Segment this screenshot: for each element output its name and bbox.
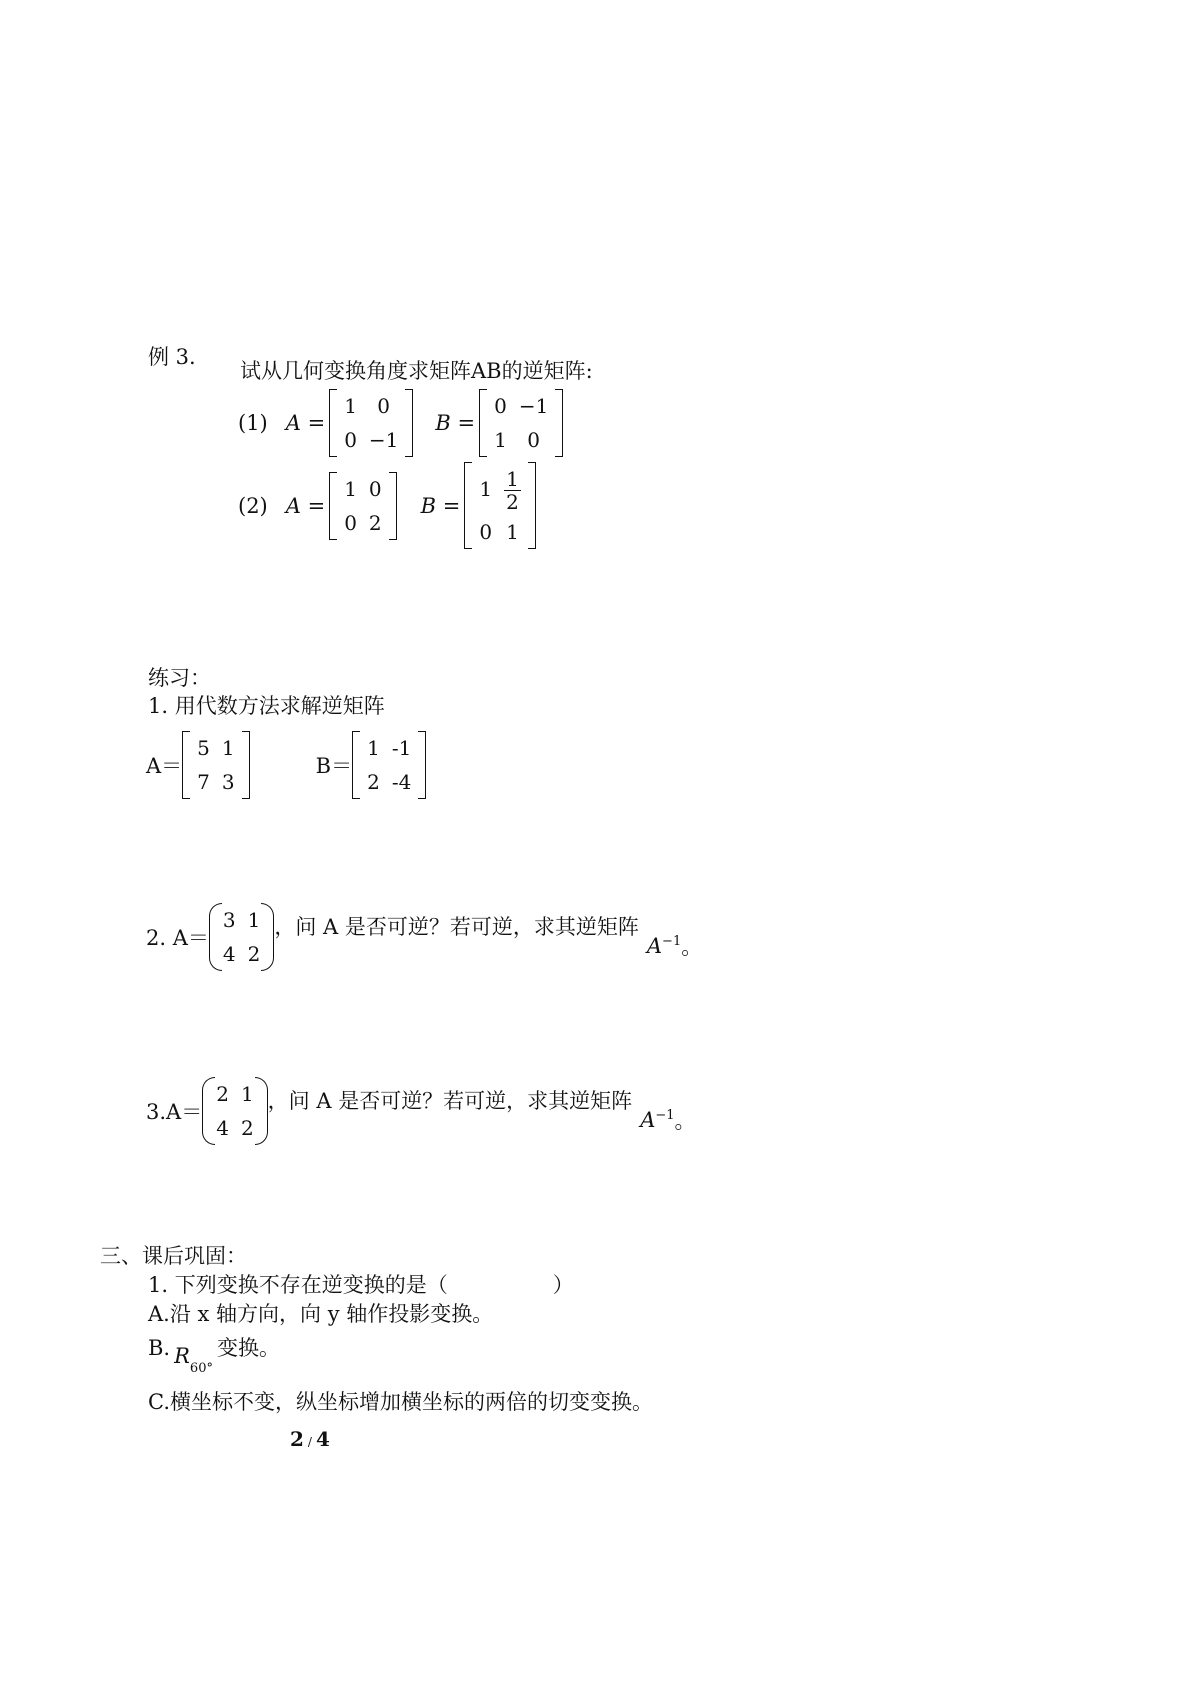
matrix-b-label: B = [435,411,476,435]
option-a: A.沿 x 轴方向，向 y 轴作投影变换。 [148,1302,494,1326]
q3-end: 。 [674,1109,696,1133]
matrix-a: 5 1 7 3 [182,731,249,799]
practice-q1-matrices [146,731,426,799]
matrix-a-label: A＝ [146,754,183,778]
option-c: C.横坐标不变，纵坐标增加横坐标的两倍的切变变换。 [148,1390,653,1414]
example-label: 例 3. [148,345,196,369]
example-prompt: 试从几何变换角度求矩阵AB的逆矩阵: [240,359,593,383]
matrix-a: 1 0 0 −1 [329,389,413,457]
matrix-a-label: A = [285,493,326,518]
section3-heading: 三、课后巩固： [100,1244,247,1268]
example-part-1 [238,389,563,457]
matrix-a: 3 1 4 2 [209,903,274,971]
practice-q1-text: 1. 用代数方法求解逆矩阵 [148,694,385,718]
rotation-symbol: R [174,1344,190,1368]
matrix-b: 0 −1 1 0 [479,389,563,457]
practice-q3 [146,1077,696,1145]
q2-text: ，问 A 是否可逆？若可逆，求其逆矩阵 [274,915,639,939]
option-b: B. $R_{60^\circ}$变换。 [148,1336,280,1377]
matrix-b: 1 $\frac{1}{2}$ 0 1 [464,462,535,549]
matrix-a: 2 1 4 2 [202,1077,267,1145]
practice-q2 [146,903,702,971]
q3-prefix: 3.A＝ [146,1100,203,1124]
matrix-b-label: B＝ [315,754,353,778]
inverse-symbol: $A^{-1}$ [640,1108,675,1132]
practice-heading: 练习： [148,666,211,690]
q2-prefix: 2. A＝ [146,926,209,950]
page-number: 2 / 4 [290,1427,330,1451]
matrix-b: 1 -1 2 -4 [352,731,426,799]
example-part-2 [238,462,536,549]
section3-q1: 1. 下列变换不存在逆变换的是（ ） [148,1273,574,1297]
fraction: $\frac{1}{2}$ [506,467,519,514]
part-number: (1) [238,411,268,435]
q2-end: 。 [681,935,703,959]
part-number: (2) [238,493,268,518]
matrix-b-label: B = [420,493,461,518]
inverse-symbol: $A^{-1}$ [646,934,682,958]
matrix-a: 1 0 0 2 [329,472,396,540]
q3-text: ，问 A 是否可逆？若可逆，求其逆矩阵 [267,1089,633,1113]
matrix-a-label: A = [285,411,326,435]
